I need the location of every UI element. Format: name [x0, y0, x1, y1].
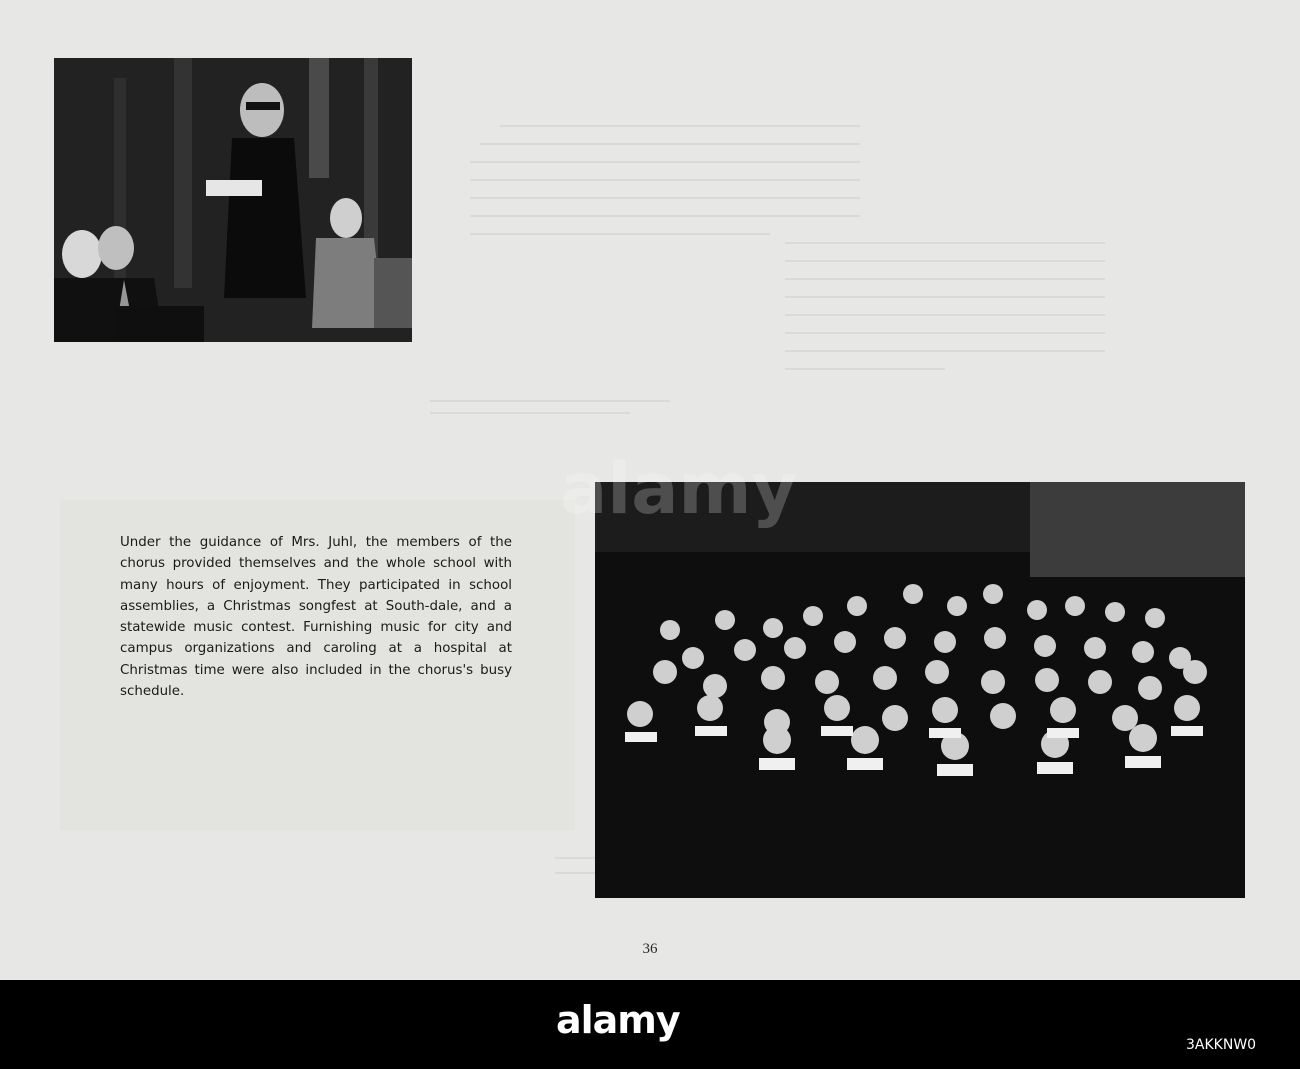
- page-number: 36: [642, 941, 658, 957]
- stock-footer-bar: [0, 980, 1300, 1069]
- director-and-pianist-photo: [54, 58, 412, 342]
- image-id: 3AKKNW0: [1186, 1037, 1257, 1053]
- alamy-logo: alamy: [556, 998, 680, 1042]
- chorus-caption: Under the guidance of Mrs. Juhl, the members of the chorus provided themselves and the whole school with many hours of enjoyment. They participated in school assemblies, a Christmas songfest at South-dale, and a statewide music contest. Furnishing music for city and campus organizations and caroling at a hospital at Christmas time were also included in the chorus's busy schedule.: [120, 535, 512, 700]
- chorus-group-photo: [595, 482, 1245, 898]
- stock-watermark: alamy: [560, 448, 798, 530]
